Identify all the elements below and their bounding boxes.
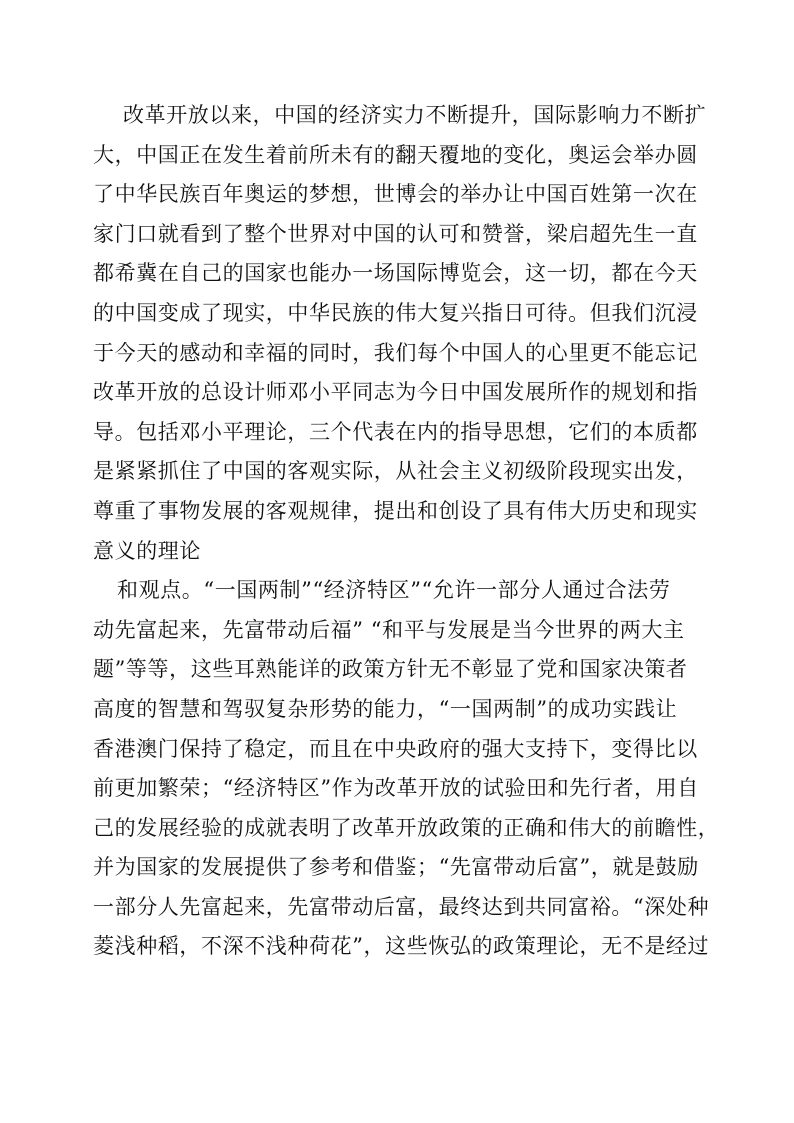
text-line: 大，中国正在发生着前所未有的翻天覆地的变化，奥运会举办圆 xyxy=(93,142,698,167)
paragraph-2 xyxy=(93,571,720,967)
text-line: 和观点。“一国两制”“经济特区”“允许一部分人通过合法劳 xyxy=(117,578,671,603)
text-line: 改革开放的总设计师邓小平同志为今日中国发展所作的规划和指 xyxy=(93,380,698,405)
text-line: 香港澳门保持了稳定，而且在中央政府的强大支持下，变得比以 xyxy=(93,736,698,761)
text-line: 导。包括邓小平理论，三个代表在内的指导思想，它们的本质都 xyxy=(93,419,698,444)
text-line: 都希冀在自己的国家也能办一场国际博览会，这一切，都在今天 xyxy=(93,261,698,286)
text-line: 尊重了事物发展的客观规律，提出和创设了具有伟大历史和现实 xyxy=(93,498,698,523)
text-line: 的中国变成了现实，中华民族的伟大复兴指日可待。但我们沉浸 xyxy=(93,300,698,325)
text-line: 高度的智慧和驾驭复杂形势的能力，“一国两制”的成功实践让 xyxy=(93,696,678,721)
text-line: 是紧紧抓住了中国的客观实际，从社会主义初级阶段现实出发， xyxy=(93,459,698,484)
text-line: 菱浅种稻，不深不浅种荷花”，这些恢弘的政策理论，无不是经过 xyxy=(93,934,710,959)
text-line: 家门口就看到了整个世界对中国的认可和赞誉，梁启超先生一直 xyxy=(93,221,698,246)
text-line: 并为国家的发展提供了参考和借鉴；“先富带动后富”，就是鼓励 xyxy=(93,855,699,880)
paragraph-1 xyxy=(93,96,713,571)
text-line: 前更加繁荣；“经济特区”作为改革开放的试验田和先行者，用自 xyxy=(93,776,699,801)
body-text xyxy=(93,96,720,967)
text-line: 动先富起来，先富带动后福” “和平与发展是当今世界的两大主 xyxy=(93,617,685,642)
text-line: 了中华民族百年奥运的梦想，世博会的举办让中国百姓第一次在 xyxy=(93,182,698,207)
text-line: 题”等等，这些耳熟能详的政策方针无不彰显了党和国家决策者 xyxy=(93,657,688,682)
text-line: 一部分人先富起来，先富带动后富，最终达到共同富裕。“深处种 xyxy=(93,894,710,919)
text-line: 于今天的感动和幸福的同时，我们每个中国人的心里更不能忘记 xyxy=(93,340,698,365)
text-line: 改革开放以来，中国的经济实力不断提升，国际影响力不断扩 xyxy=(123,103,707,127)
text-line: 己的发展经验的成就表明了改革开放政策的正确和伟大的前瞻性， xyxy=(93,815,720,840)
text-line: 意义的理论 xyxy=(93,538,201,563)
